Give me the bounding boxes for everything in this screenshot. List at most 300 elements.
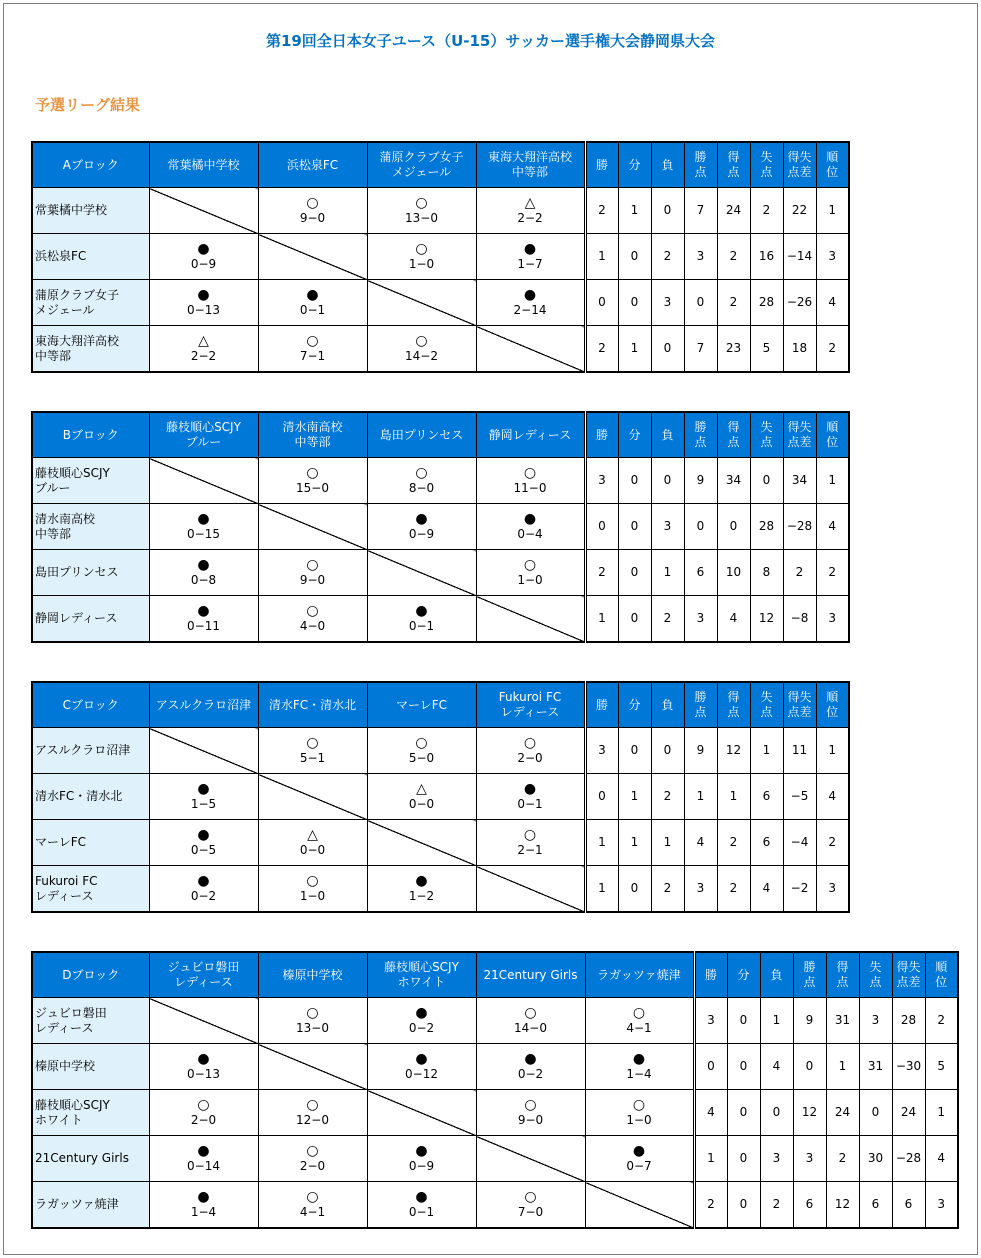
result-symbol: ○: [415, 734, 428, 751]
match-score: 8−0: [408, 480, 435, 495]
match-result-cell: [476, 1044, 585, 1090]
stat-value: 9: [793, 998, 826, 1044]
match-result-cell: [476, 234, 585, 280]
stat-value: 4: [816, 280, 849, 326]
stat-value: 3: [684, 596, 717, 643]
match-result-cell: [476, 774, 585, 820]
result-symbol: ○: [523, 464, 537, 481]
stat-value: 12: [717, 728, 750, 774]
stat-value: 3: [694, 998, 727, 1044]
result-symbol: △: [307, 826, 318, 843]
stat-header: 得 点: [717, 142, 750, 188]
stat-value: 0: [618, 458, 651, 504]
result-symbol: △: [416, 780, 427, 797]
stat-value: −26: [783, 280, 816, 326]
stat-value: 2: [816, 326, 849, 373]
stat-value: 3: [684, 234, 717, 280]
block-name: Aブロック: [32, 142, 149, 188]
match-result-cell: [149, 820, 258, 866]
stat-value: 3: [859, 998, 892, 1044]
result-symbol: ○: [523, 826, 537, 843]
column-team-header: 東海大翔洋高校 中等部: [476, 142, 585, 188]
stat-header: 勝 点: [684, 412, 717, 458]
result-symbol: ○: [523, 556, 537, 573]
stat-value: −4: [783, 820, 816, 866]
stat-header: 失 点: [859, 952, 892, 998]
match-score: 1−4: [626, 1066, 652, 1081]
result-symbol: ○: [306, 332, 319, 349]
column-team-header: 浜松泉FC: [258, 142, 367, 188]
match-result-cell: [476, 458, 585, 504]
stat-value: 3: [585, 728, 618, 774]
stat-header: 得失 点差: [892, 952, 925, 998]
stat-value: 0: [727, 1136, 760, 1182]
stat-value: 2: [750, 188, 783, 234]
match-score: 2−2: [190, 348, 217, 363]
match-result-cell: [258, 458, 367, 504]
result-symbol: ○: [415, 194, 428, 211]
result-symbol: ●: [197, 1050, 210, 1067]
stat-value: 0: [651, 326, 684, 373]
stat-value: 9: [684, 458, 717, 504]
match-result-cell: [367, 326, 476, 373]
stat-value: 6: [750, 820, 783, 866]
stat-header: 失 点: [750, 142, 783, 188]
self-match-cell: [149, 458, 258, 504]
stat-value: 6: [859, 1182, 892, 1229]
match-score: 4−0: [299, 618, 326, 633]
match-result-cell: [476, 728, 585, 774]
stat-value: 3: [816, 866, 849, 913]
result-symbol: ○: [306, 556, 319, 573]
match-score: 0−14: [187, 1158, 220, 1173]
stat-header: 得失 点差: [783, 412, 816, 458]
table-row: [32, 998, 958, 1044]
result-symbol: ●: [523, 286, 537, 303]
stat-value: 4: [816, 504, 849, 550]
table-row: [32, 504, 849, 550]
stat-value: 9: [684, 728, 717, 774]
result-symbol: ●: [415, 872, 428, 889]
column-team-header: 清水南高校 中等部: [258, 412, 367, 458]
stat-value: 2: [826, 1136, 859, 1182]
column-team-header: 島田プリンセス: [367, 412, 476, 458]
stat-value: 1: [760, 998, 793, 1044]
match-score: 2−2: [517, 210, 543, 225]
self-match-cell: [367, 1090, 476, 1136]
result-symbol: ○: [306, 1004, 319, 1021]
table-row: [32, 326, 849, 373]
match-score: 1−0: [626, 1112, 652, 1127]
block-table: [31, 141, 850, 373]
stat-value: 12: [826, 1182, 859, 1229]
match-score: 1−2: [408, 888, 435, 903]
stat-header: 勝 点: [684, 142, 717, 188]
stat-value: 2: [925, 998, 958, 1044]
match-result-cell: [258, 728, 367, 774]
stat-value: 3: [760, 1136, 793, 1182]
stat-value: 1: [651, 820, 684, 866]
stat-header: 得 点: [717, 412, 750, 458]
result-symbol: ●: [524, 1050, 537, 1067]
match-result-cell: [476, 1090, 585, 1136]
match-result-cell: [258, 1136, 367, 1182]
stat-value: 0: [618, 596, 651, 643]
stat-value: 0: [618, 504, 651, 550]
table-row: [32, 280, 849, 326]
stat-value: 10: [717, 550, 750, 596]
stat-value: 0: [760, 1090, 793, 1136]
match-score: 0−12: [405, 1066, 438, 1081]
match-score: 0−1: [299, 302, 326, 317]
match-result-cell: [585, 1136, 694, 1182]
stat-value: 2: [585, 326, 618, 373]
stat-value: 1: [684, 774, 717, 820]
match-result-cell: [149, 596, 258, 643]
result-symbol: ●: [197, 602, 210, 619]
stat-header: 勝: [585, 142, 618, 188]
stat-value: 0: [684, 280, 717, 326]
result-symbol: △: [524, 194, 536, 211]
result-symbol: ●: [523, 780, 537, 797]
stat-value: 6: [892, 1182, 925, 1229]
row-team-name: ラガッツァ焼津: [32, 1182, 149, 1229]
stat-value: 1: [618, 774, 651, 820]
stat-header: 分: [727, 952, 760, 998]
match-result-cell: [149, 1136, 258, 1182]
match-score: 9−0: [517, 1112, 544, 1127]
row-team-name: 静岡レディース: [32, 596, 149, 643]
match-score: 13−0: [405, 210, 438, 225]
match-result-cell: [149, 1090, 258, 1136]
match-result-cell: [585, 1090, 694, 1136]
stat-value: 8: [750, 550, 783, 596]
result-symbol: ●: [306, 286, 319, 303]
row-team-name: 常葉橘中学校: [32, 188, 149, 234]
stat-value: 0: [618, 550, 651, 596]
match-score: 15−0: [296, 480, 329, 495]
stat-header: 負: [651, 412, 684, 458]
stat-value: 1: [750, 728, 783, 774]
result-symbol: ○: [306, 1096, 319, 1113]
stat-value: 6: [793, 1182, 826, 1229]
match-score: 5−1: [299, 750, 326, 765]
stat-value: 1: [585, 596, 618, 643]
match-result-cell: [149, 550, 258, 596]
stat-value: −30: [892, 1044, 925, 1090]
table-row: [32, 1044, 958, 1090]
result-symbol: △: [198, 332, 209, 349]
result-symbol: ○: [524, 1004, 537, 1021]
row-team-name: 藤枝順心SCJY ブルー: [32, 458, 149, 504]
stat-value: 24: [892, 1090, 925, 1136]
stat-value: −14: [783, 234, 816, 280]
match-result-cell: [258, 1182, 367, 1229]
stat-value: 2: [783, 550, 816, 596]
match-score: 0−15: [187, 526, 220, 541]
table-row: [32, 234, 849, 280]
match-score: 0−11: [187, 618, 220, 633]
stat-header: 分: [618, 412, 651, 458]
match-score: 4−1: [626, 1020, 652, 1035]
match-result-cell: [258, 1090, 367, 1136]
stat-value: 1: [816, 458, 849, 504]
stat-value: 1: [618, 820, 651, 866]
row-team-name: Fukuroi FC レディース: [32, 866, 149, 913]
match-result-cell: [149, 774, 258, 820]
match-score: 0−7: [626, 1158, 652, 1173]
column-team-header: 蒲原クラブ女子 メジェール: [367, 142, 476, 188]
match-score: 0−2: [190, 888, 217, 903]
result-symbol: ○: [632, 1096, 646, 1113]
self-match-cell: [585, 1182, 694, 1229]
stat-header: 順 位: [816, 412, 849, 458]
match-score: 7−1: [299, 348, 326, 363]
stat-value: 4: [760, 1044, 793, 1090]
column-team-header: マーレFC: [367, 682, 476, 728]
stat-value: 2: [651, 596, 684, 643]
stat-header: 順 位: [925, 952, 958, 998]
match-score: 13−0: [296, 1020, 329, 1035]
stat-value: 0: [727, 998, 760, 1044]
match-result-cell: [258, 550, 367, 596]
match-score: 11−0: [513, 480, 547, 495]
stat-header: 得失 点差: [783, 142, 816, 188]
match-result-cell: [258, 866, 367, 913]
stat-header: 順 位: [816, 682, 849, 728]
stat-header: 分: [618, 682, 651, 728]
stat-value: 12: [750, 596, 783, 643]
match-result-cell: [149, 234, 258, 280]
stat-header: 勝 点: [793, 952, 826, 998]
stat-value: 0: [684, 504, 717, 550]
stat-header: 得 点: [826, 952, 859, 998]
stat-value: 4: [925, 1136, 958, 1182]
stat-value: 3: [816, 596, 849, 643]
stat-value: 4: [750, 866, 783, 913]
table-row: [32, 1090, 958, 1136]
row-team-name: 清水FC・清水北: [32, 774, 149, 820]
table-row: [32, 596, 849, 643]
result-symbol: ○: [306, 1142, 319, 1159]
match-score: 2−0: [190, 1112, 217, 1127]
stat-header: 失 点: [750, 412, 783, 458]
match-score: 0−0: [299, 842, 326, 857]
result-symbol: ●: [197, 556, 210, 573]
match-result-cell: [367, 1182, 476, 1229]
match-result-cell: [367, 1044, 476, 1090]
result-symbol: ○: [306, 734, 319, 751]
stat-value: 31: [826, 998, 859, 1044]
table-row: [32, 550, 849, 596]
result-symbol: ○: [524, 1096, 537, 1113]
match-score: 1−0: [517, 572, 543, 587]
column-team-header: ラガッツァ焼津: [585, 952, 694, 998]
result-symbol: ○: [306, 1188, 319, 1205]
stat-value: 1: [585, 820, 618, 866]
result-symbol: ●: [197, 510, 210, 527]
match-result-cell: [476, 280, 585, 326]
stat-value: 0: [694, 1044, 727, 1090]
result-symbol: ●: [632, 1142, 646, 1159]
result-symbol: ○: [415, 240, 428, 257]
match-score: 0−1: [408, 1204, 435, 1219]
row-team-name: 藤枝順心SCJY ホワイト: [32, 1090, 149, 1136]
column-team-header: 藤枝順心SCJY ブルー: [149, 412, 258, 458]
stat-value: 30: [859, 1136, 892, 1182]
result-symbol: ●: [197, 1188, 210, 1205]
stat-value: 4: [684, 820, 717, 866]
stat-value: 16: [750, 234, 783, 280]
stat-header: 負: [651, 682, 684, 728]
result-symbol: ○: [306, 872, 319, 889]
row-team-name: 東海大翔洋高校 中等部: [32, 326, 149, 373]
match-result-cell: [367, 596, 476, 643]
stat-value: 2: [760, 1182, 793, 1229]
stat-value: 28: [750, 504, 783, 550]
match-result-cell: [585, 1044, 694, 1090]
self-match-cell: [258, 774, 367, 820]
match-score: 2−0: [299, 1158, 326, 1173]
stat-value: 34: [717, 458, 750, 504]
row-team-name: 浜松泉FC: [32, 234, 149, 280]
stat-header: 勝: [585, 412, 618, 458]
match-score: 2−14: [513, 302, 547, 317]
stat-value: 2: [651, 234, 684, 280]
match-result-cell: [258, 596, 367, 643]
match-result-cell: [258, 998, 367, 1044]
stat-value: 0: [651, 728, 684, 774]
result-symbol: ○: [306, 464, 319, 481]
self-match-cell: [476, 326, 585, 373]
column-team-header: Fukuroi FC レディース: [476, 682, 585, 728]
self-match-cell: [367, 280, 476, 326]
column-team-header: 21Century Girls: [476, 952, 585, 998]
result-symbol: ○: [306, 602, 319, 619]
match-score: 0−13: [187, 1066, 220, 1081]
stat-value: 1: [694, 1136, 727, 1182]
stat-value: 4: [816, 774, 849, 820]
match-score: 0−0: [408, 796, 435, 811]
stat-value: 0: [651, 458, 684, 504]
stat-value: 2: [717, 820, 750, 866]
row-team-name: マーレFC: [32, 820, 149, 866]
stat-value: 2: [651, 774, 684, 820]
result-symbol: ●: [415, 510, 428, 527]
match-result-cell: [367, 234, 476, 280]
stat-value: −28: [892, 1136, 925, 1182]
stat-value: 0: [618, 728, 651, 774]
stat-header: 失 点: [750, 682, 783, 728]
stat-value: 31: [859, 1044, 892, 1090]
stat-value: 2: [717, 234, 750, 280]
result-symbol: ●: [415, 1050, 428, 1067]
match-result-cell: [367, 504, 476, 550]
stat-value: 1: [618, 326, 651, 373]
match-score: 4−1: [299, 1204, 326, 1219]
stat-value: 28: [892, 998, 925, 1044]
stat-value: 3: [651, 280, 684, 326]
result-symbol: ○: [306, 194, 319, 211]
table-row: [32, 458, 849, 504]
match-result-cell: [367, 728, 476, 774]
stat-value: 2: [585, 188, 618, 234]
block-table: [31, 681, 850, 913]
stat-header: 得 点: [717, 682, 750, 728]
match-score: 0−2: [408, 1020, 435, 1035]
stat-value: 0: [859, 1090, 892, 1136]
result-symbol: ●: [523, 240, 537, 257]
match-result-cell: [149, 1044, 258, 1090]
stat-value: 2: [694, 1182, 727, 1229]
match-score: 1−7: [517, 256, 543, 271]
result-symbol: ○: [415, 464, 428, 481]
stat-header: 負: [651, 142, 684, 188]
stat-value: 12: [793, 1090, 826, 1136]
stat-value: 0: [651, 188, 684, 234]
stat-value: 1: [816, 728, 849, 774]
stat-value: 0: [727, 1044, 760, 1090]
stat-value: 1: [618, 188, 651, 234]
result-symbol: ●: [197, 826, 210, 843]
result-symbol: ○: [415, 332, 428, 349]
match-result-cell: [149, 866, 258, 913]
stat-value: 0: [618, 866, 651, 913]
self-match-cell: [367, 550, 476, 596]
match-result-cell: [258, 280, 367, 326]
result-symbol: ○: [524, 1188, 537, 1205]
stat-value: 1: [717, 774, 750, 820]
self-match-cell: [149, 998, 258, 1044]
match-result-cell: [476, 1182, 585, 1229]
match-result-cell: [476, 820, 585, 866]
stat-header: 分: [618, 142, 651, 188]
stat-value: 2: [816, 820, 849, 866]
match-result-cell: [258, 820, 367, 866]
stat-value: 23: [717, 326, 750, 373]
match-score: 9−0: [299, 210, 326, 225]
match-score: 0−5: [190, 842, 217, 857]
stat-header: 勝: [585, 682, 618, 728]
table-row: [32, 820, 849, 866]
self-match-cell: [258, 504, 367, 550]
stat-value: 0: [727, 1182, 760, 1229]
stat-value: 2: [816, 550, 849, 596]
column-team-header: ジュビロ磐田 レディース: [149, 952, 258, 998]
match-score: 7−0: [517, 1204, 544, 1219]
match-result-cell: [585, 998, 694, 1044]
match-result-cell: [367, 188, 476, 234]
match-result-cell: [149, 280, 258, 326]
stat-header: 勝 点: [684, 682, 717, 728]
page-title: 第19回全日本女子ユース（U-15）サッカー選手権大会静岡県大会: [265, 32, 716, 50]
stat-header: 得失 点差: [783, 682, 816, 728]
stat-value: 2: [717, 280, 750, 326]
stat-value: 0: [585, 504, 618, 550]
column-team-header: 清水FC・清水北: [258, 682, 367, 728]
block-table: [31, 411, 850, 643]
match-result-cell: [258, 188, 367, 234]
result-symbol: ●: [415, 1004, 428, 1021]
match-score: 9−0: [299, 572, 326, 587]
stat-value: −5: [783, 774, 816, 820]
column-team-header: 常葉橘中学校: [149, 142, 258, 188]
match-result-cell: [476, 504, 585, 550]
match-result-cell: [367, 774, 476, 820]
match-score: 0−9: [408, 526, 435, 541]
stat-value: 5: [925, 1044, 958, 1090]
stat-value: 7: [684, 188, 717, 234]
